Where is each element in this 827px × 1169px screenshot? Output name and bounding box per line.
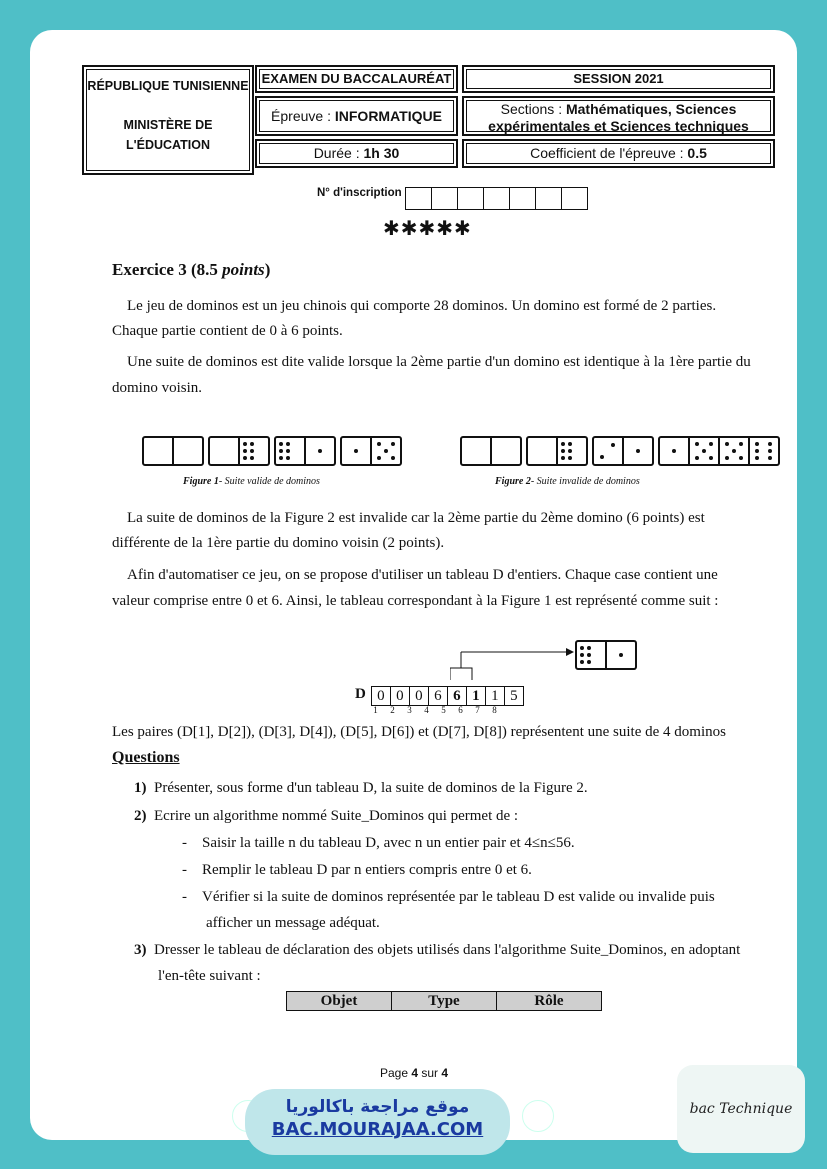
exercise-title-text: Exercice 3 (8.5 xyxy=(112,260,223,279)
figure-2-caption-text: - Suite invalide de dominos xyxy=(530,476,640,487)
objects-table-header xyxy=(286,991,602,1011)
array-cell: 6 xyxy=(428,686,448,706)
header-role: Rôle xyxy=(496,992,601,1010)
inscription-cell[interactable] xyxy=(509,187,536,210)
exam-page xyxy=(30,30,797,1140)
page-number xyxy=(380,1066,448,1080)
question-2b-text: Remplir le tableau D par n entiers compris entre 0 et 6. xyxy=(202,862,532,878)
array-cell: 0 xyxy=(409,686,429,706)
duree-value: 1h 30 xyxy=(363,145,400,161)
republic-label: RÉPUBLIQUE TUNISIENNE xyxy=(87,79,249,93)
inscription-cell[interactable] xyxy=(561,187,588,210)
ministry-label xyxy=(84,115,252,155)
array-index: 8 xyxy=(492,705,497,715)
ministry-line1: MINISTÈRE DE xyxy=(123,118,213,132)
array-index: 4 xyxy=(424,705,429,715)
exercise-close: ) xyxy=(264,260,271,279)
duree-box xyxy=(255,139,458,168)
figure-1-caption-text: - Suite valide de dominos xyxy=(218,476,320,487)
sections-label: Sections : xyxy=(500,101,566,117)
session-box: SESSION 2021 xyxy=(462,65,775,93)
domino xyxy=(274,436,336,466)
array-cell: 1 xyxy=(485,686,505,706)
stars: ✱✱✱✱✱ xyxy=(383,218,472,240)
inscription-cell[interactable] xyxy=(431,187,458,210)
exam-title: EXAMEN DU BACCALAURÉAT xyxy=(255,65,458,93)
array-index: 7 xyxy=(475,705,480,715)
array-cell: 5 xyxy=(504,686,524,706)
question-3-text: Dresser le tableau de déclaration des objets utilisés dans l'algorithme Suite_Dominos, en adoptant xyxy=(154,942,741,958)
array-label: D xyxy=(355,686,366,702)
question-1-text: Présenter, sous forme d'un tableau D, la suite de dominos de la Figure 2. xyxy=(154,780,588,796)
array-cell: 0 xyxy=(371,686,391,706)
para1b: Chaque partie contient de 0 à 6 points. xyxy=(112,323,343,339)
page-prefix: Page xyxy=(380,1066,412,1080)
banner-arabic: موقع مراجعة باكالوريا xyxy=(285,1097,470,1117)
ministry-line2: L'ÉDUCATION xyxy=(126,138,210,152)
para4b: valeur comprise entre 0 et 6. Ainsi, le tableau correspondant à la Figure 1 est représenté comme suit : xyxy=(112,593,719,609)
question-1: 1) Présenter, sous forme d'un tableau D, la suite de dominos de la Figure 2. xyxy=(134,780,588,796)
coef-box xyxy=(462,139,775,168)
question-2a-text: Saisir la taille n du tableau D, avec n un entier pair et 4≤n≤56. xyxy=(202,835,575,851)
domino xyxy=(142,436,204,466)
figure-2-caption xyxy=(495,476,640,487)
question-2: 2) Ecrire un algorithme nommé Suite_Dominos qui permet de : xyxy=(134,808,519,824)
array-cell: 0 xyxy=(390,686,410,706)
figure-2 xyxy=(460,436,784,466)
coef-label: Coefficient de l'épreuve : xyxy=(530,145,688,161)
para2a: Une suite de dominos est dite valide lorsque la 2ème partie d'un domino est identique à la 1ère partie du xyxy=(127,354,751,370)
republic-box xyxy=(82,65,254,175)
sections-box xyxy=(462,96,775,136)
site-banner[interactable] xyxy=(245,1089,510,1155)
question-3: 3) Dresser le tableau de déclaration des objets utilisés dans l'algorithme Suite_Dominos, en adoptant xyxy=(134,942,741,958)
question-2c-text: Vérifier si la suite de dominos représentée par le tableau D est valide ou invalide puis xyxy=(202,889,715,905)
figure-1-caption xyxy=(183,476,320,487)
questions-title: Questions xyxy=(112,749,180,766)
question-2a: - Saisir la taille n du tableau D, avec n un entier pair et 4≤n≤56. xyxy=(182,835,575,851)
inscription-cell[interactable] xyxy=(535,187,562,210)
coef-value: 0.5 xyxy=(687,145,707,161)
array-index: 3 xyxy=(407,705,412,715)
array-d xyxy=(355,686,524,706)
page-total: 4 xyxy=(441,1066,449,1080)
para3b: différente de la 1ère partie du domino voisin (2 points). xyxy=(112,535,445,551)
question-3-cont: l'en-tête suivant : xyxy=(158,968,261,984)
inscription-cell[interactable] xyxy=(405,187,432,210)
array-index: 5 xyxy=(441,705,446,715)
domino xyxy=(658,436,780,466)
corner-badge: bac Technique xyxy=(677,1065,805,1153)
inscription-field[interactable] xyxy=(406,187,588,210)
epreuve-label: Épreuve : xyxy=(271,108,335,124)
header-objet: Objet xyxy=(320,993,358,1009)
question-2-text: Ecrire un algorithme nommé Suite_Dominos qui permet de : xyxy=(154,808,519,824)
site-logo-right xyxy=(522,1100,554,1132)
duree-label: Durée : xyxy=(313,145,364,161)
pairs-line: Les paires (D[1], D[2]), (D[3], D[4]), (D[5], D[6]) et (D[7], D[8]) représentent une suite de 4 dominos xyxy=(112,724,726,740)
question-2b: - Remplir le tableau D par n entiers compris entre 0 et 6. xyxy=(182,862,532,878)
domino xyxy=(592,436,654,466)
figure-2-caption-label: Figure 2 xyxy=(495,476,531,487)
array-cell: 6 xyxy=(447,686,467,706)
array-cell: 1 xyxy=(466,686,486,706)
array-indices xyxy=(367,705,503,715)
page-current: 4 xyxy=(411,1066,419,1080)
para4a: Afin d'automatiser ce jeu, on se propose d'utiliser un tableau D d'entiers. Chaque case contient une xyxy=(127,567,718,583)
domino xyxy=(460,436,522,466)
domino xyxy=(340,436,402,466)
question-2c: - Vérifier si la suite de dominos représentée par le tableau D est valide ou invalide puis xyxy=(182,889,715,905)
array-index: 1 xyxy=(373,705,378,715)
arrow-domino xyxy=(575,640,641,670)
array-index: 6 xyxy=(458,705,463,715)
inscription-label: N° d'inscription xyxy=(317,187,402,199)
para1a: Le jeu de dominos est un jeu chinois qui comporte 28 dominos. Un domino est formé de 2 parties. xyxy=(127,298,717,314)
para3a: La suite de dominos de la Figure 2 est invalide car la 2ème partie du 2ème domino (6 points) est xyxy=(127,510,705,526)
domino xyxy=(526,436,588,466)
question-2c-cont: afficher un message adéquat. xyxy=(206,915,380,931)
page-mid: sur xyxy=(418,1066,442,1080)
epreuve-value: INFORMATIQUE xyxy=(334,108,442,124)
exercise-points: points xyxy=(222,260,265,279)
sections-value2: expérimentales et Sciences techniques xyxy=(488,118,749,134)
exercise-title xyxy=(112,260,270,280)
figure-1 xyxy=(142,436,406,466)
para2b: domino voisin. xyxy=(112,380,203,396)
epreuve-box xyxy=(255,96,458,136)
header-type: Type xyxy=(391,992,496,1010)
array-index: 2 xyxy=(390,705,395,715)
domino xyxy=(575,640,637,670)
banner-url[interactable]: BAC.MOURAJAA.COM xyxy=(271,1119,484,1140)
inscription-cell[interactable] xyxy=(457,187,484,210)
figure-1-caption-label: Figure 1 xyxy=(183,476,219,487)
domino xyxy=(208,436,270,466)
inscription-cell[interactable] xyxy=(483,187,510,210)
sections-value1: Mathématiques, Sciences xyxy=(565,101,737,117)
